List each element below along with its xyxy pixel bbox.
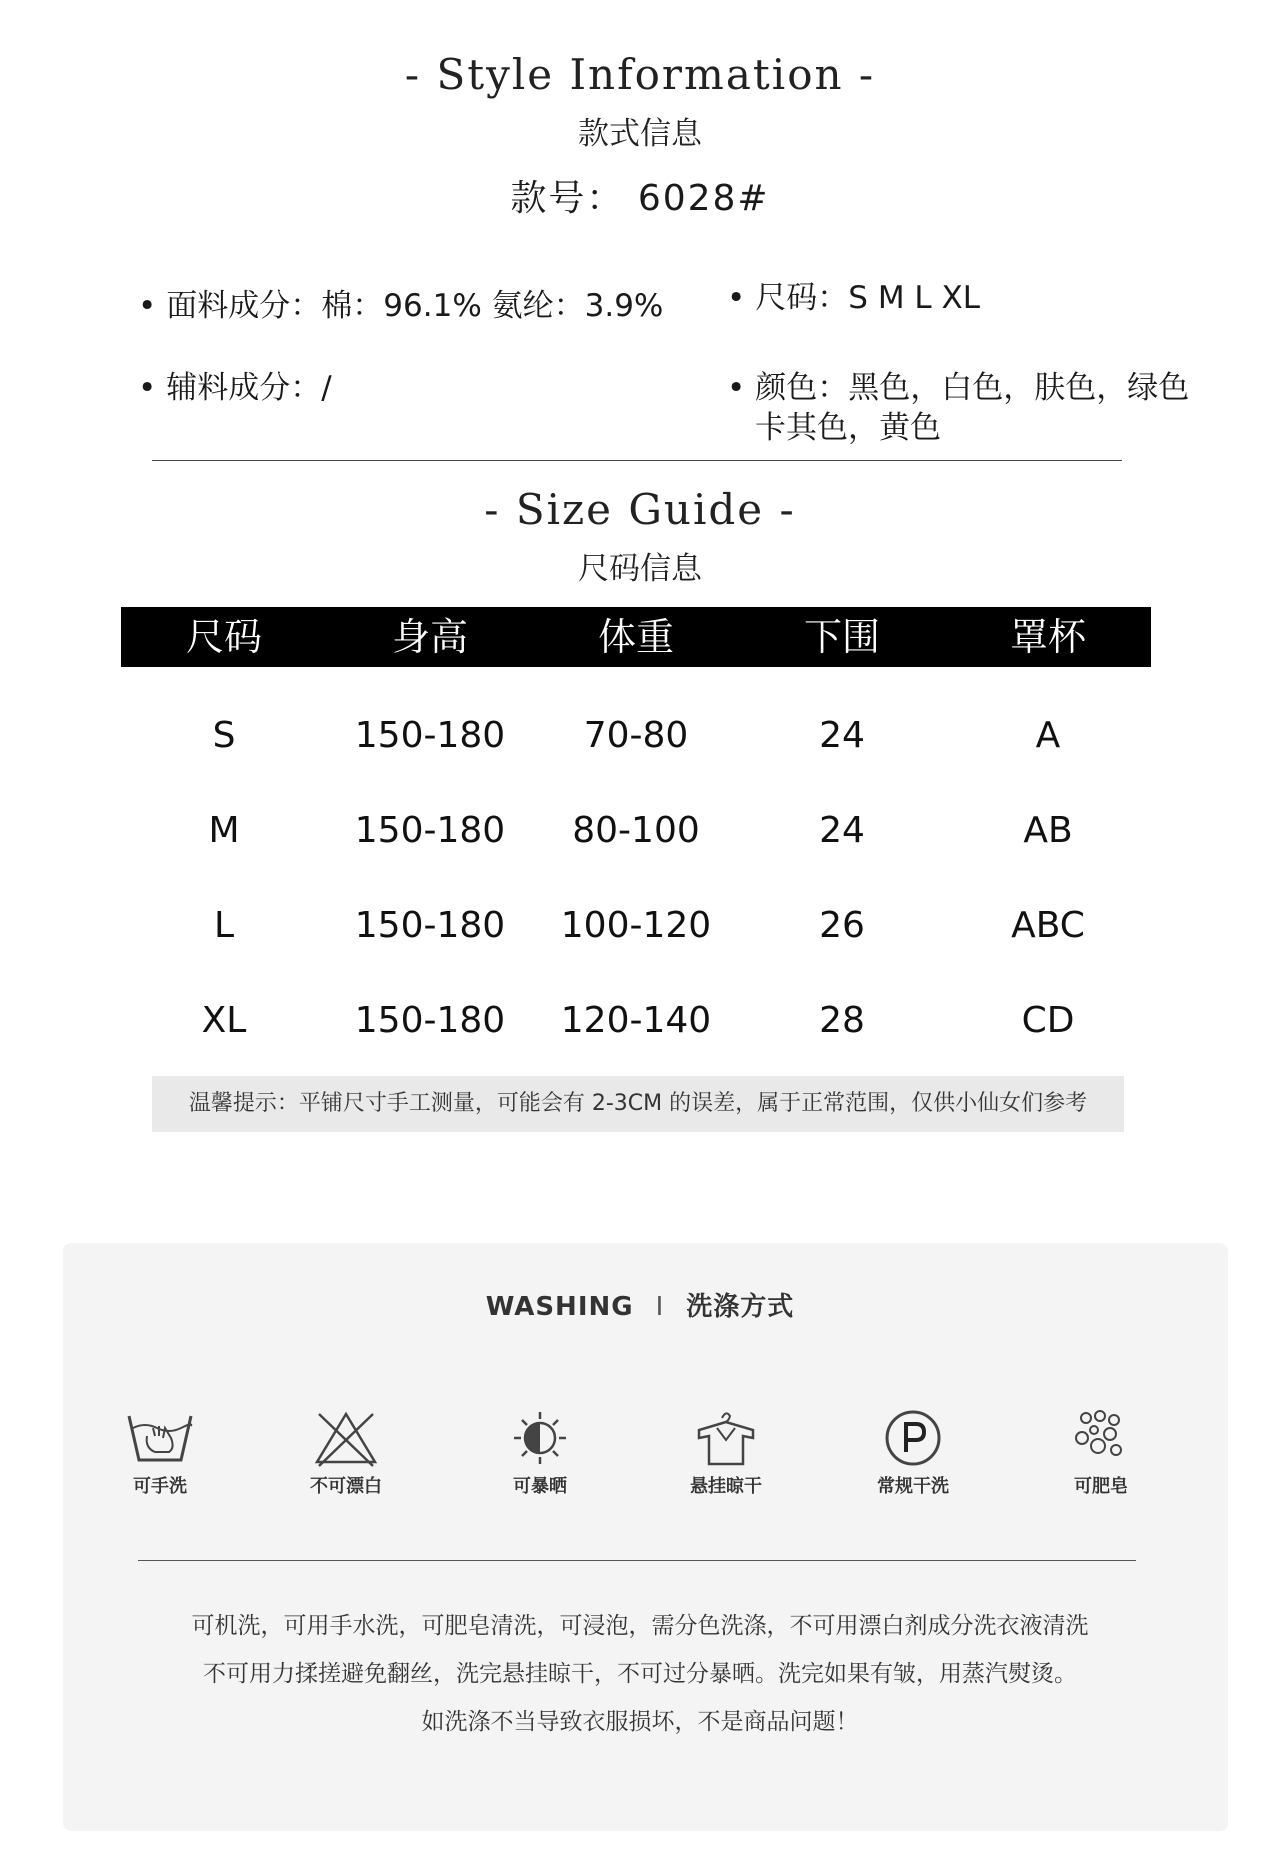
- table-cell: XL: [201, 1000, 247, 1041]
- measurement-note: 温馨提示：平铺尺寸手工测量，可能会有 2-3CM 的误差，属于正常范围，仅供小仙女们参考: [152, 1076, 1124, 1132]
- section-divider: [152, 460, 1122, 461]
- style-info-subtitle: 款式信息: [578, 116, 702, 152]
- hang-dry-item: [666, 1408, 786, 1498]
- no-bleach-label: 不可漂白: [310, 1476, 382, 1497]
- table-cell: 80-100: [572, 810, 700, 851]
- washing-title: [0, 1286, 1280, 1323]
- hand-wash-icon: [125, 1408, 195, 1468]
- table-cell: 28: [819, 1000, 865, 1041]
- style-number: 款号： 6028#: [510, 178, 770, 219]
- washing-title-en: WASHING: [485, 1292, 634, 1322]
- size-table-header: [121, 607, 1151, 667]
- size-guide-subtitle: 尺码信息: [578, 551, 702, 587]
- color-list: • 颜色：黑色，白色，肤色，绿色: [727, 362, 1189, 407]
- sun-dry-icon: [505, 1408, 575, 1468]
- accessory-composition: • 辅料成分：/: [138, 362, 332, 407]
- soap-item: [1041, 1408, 1161, 1498]
- table-row: [121, 810, 1151, 870]
- color-list-continued: 卡其色，黄色: [755, 410, 941, 446]
- header-weight: 体重: [597, 615, 674, 659]
- dry-clean-icon: [878, 1408, 948, 1468]
- no-bleach-item: [286, 1408, 406, 1498]
- table-row: [121, 905, 1151, 965]
- table-cell: AB: [1023, 810, 1073, 851]
- table-cell: 100-120: [560, 905, 712, 946]
- table-cell: L: [213, 905, 235, 946]
- table-cell: 150-180: [354, 905, 506, 946]
- table-cell: 26: [819, 905, 865, 946]
- table-cell: 24: [819, 715, 865, 756]
- washing-divider: [138, 1560, 1136, 1561]
- table-row: [121, 1000, 1151, 1060]
- table-cell: S: [212, 715, 236, 756]
- sun-dry-item: [480, 1408, 600, 1498]
- table-cell: 120-140: [560, 1000, 712, 1041]
- soap-icon: [1066, 1408, 1136, 1468]
- washing-instruction-line: 不可用力揉搓避免翻丝，洗完悬挂晾干，不可过分暴晒。洗完如果有皱，用蒸汽熨烫。: [203, 1661, 1077, 1687]
- header-cup: 罩杯: [1009, 615, 1086, 659]
- table-cell: ABC: [1011, 905, 1085, 946]
- hand-wash-item: [100, 1408, 220, 1498]
- table-cell: 150-180: [354, 1000, 506, 1041]
- washing-title-cn: 洗涤方式: [686, 1292, 795, 1322]
- table-row: [121, 715, 1151, 775]
- style-info-title: - Style Information -: [404, 50, 876, 99]
- washing-warning-line: 如洗涤不当导致衣服损坏，不是商品问题！: [421, 1709, 859, 1735]
- fabric-composition: • 面料成分：棉：96.1% 氨纶：3.9%: [138, 280, 663, 325]
- header-height: 身高: [391, 615, 468, 659]
- hang-dry-icon: [691, 1408, 761, 1468]
- hand-wash-label: 可手洗: [133, 1476, 187, 1497]
- sun-dry-label: 可暴晒: [513, 1476, 567, 1497]
- header-underbust: 下围: [803, 615, 880, 659]
- table-cell: A: [1035, 715, 1061, 756]
- table-cell: 70-80: [583, 715, 689, 756]
- washing-title-separator: I: [655, 1292, 665, 1322]
- table-cell: M: [208, 810, 240, 851]
- washing-card: [63, 1243, 1228, 1831]
- size-guide-title: - Size Guide -: [484, 485, 796, 534]
- table-cell: 150-180: [354, 715, 506, 756]
- table-cell: 150-180: [354, 810, 506, 851]
- table-cell: CD: [1021, 1000, 1075, 1041]
- hang-dry-label: 悬挂晾干: [690, 1476, 762, 1497]
- table-cell: 24: [819, 810, 865, 851]
- soap-label: 可肥皂: [1074, 1476, 1128, 1497]
- header-size: 尺码: [185, 615, 262, 659]
- dry-clean-item: [853, 1408, 973, 1498]
- dry-clean-label: 常规干洗: [877, 1476, 949, 1497]
- no-bleach-icon: [311, 1408, 381, 1468]
- washing-instruction-line: 可机洗，可用手水洗，可肥皂清洗，可浸泡，需分色洗涤，不可用漂白剂成分洗衣液清洗: [191, 1613, 1089, 1639]
- size-table-body: [121, 715, 1151, 1095]
- size-list: • 尺码：S M L XL: [727, 272, 980, 317]
